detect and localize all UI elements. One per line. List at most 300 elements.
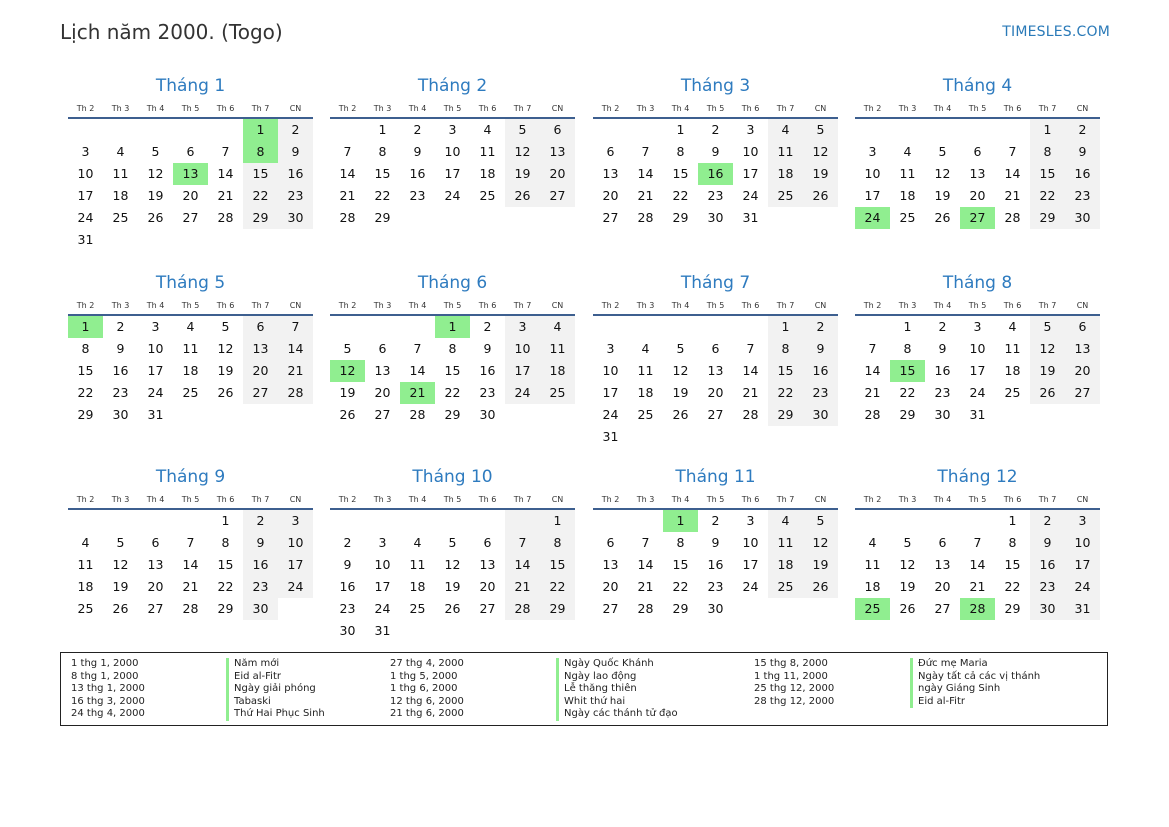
legend-holiday-name: Whit thứ hai bbox=[556, 696, 678, 709]
empty-day-cell bbox=[733, 598, 768, 620]
day-cell: 19 bbox=[1030, 360, 1065, 382]
day-cell: 12 bbox=[505, 141, 540, 163]
empty-day-cell bbox=[663, 426, 698, 448]
day-cell: 10 bbox=[278, 532, 313, 554]
weekday-header: Th 2 bbox=[593, 101, 628, 119]
day-cell: 26 bbox=[444, 601, 461, 616]
day-cell: 1 bbox=[676, 122, 685, 137]
empty-day-cell bbox=[540, 207, 575, 229]
day-cell: 3 bbox=[151, 319, 160, 334]
day-cell: 11 bbox=[182, 341, 199, 356]
day-cell: 19 bbox=[803, 163, 838, 185]
day-cell: 4 bbox=[81, 535, 90, 550]
day-cell: 17 bbox=[864, 188, 881, 203]
day-cell: 14 bbox=[505, 554, 540, 576]
empty-day-cell bbox=[470, 620, 505, 642]
legend-date: 12 thg 6, 2000 bbox=[390, 695, 464, 707]
day-cell: 11 bbox=[77, 557, 94, 572]
day-cell: 25 bbox=[112, 210, 129, 225]
weekday-header: Th 6 bbox=[733, 101, 768, 119]
day-cell: 2 bbox=[1065, 119, 1100, 141]
day-cell: 17 bbox=[742, 166, 759, 181]
day-cell: 11 bbox=[1004, 341, 1021, 356]
legend-holiday-name: Ngày giải phóng bbox=[226, 683, 325, 696]
month-days-grid bbox=[68, 101, 313, 251]
day-cell: 19 bbox=[672, 385, 689, 400]
day-cell: 12 bbox=[672, 363, 689, 378]
weekday-header: Th 6 bbox=[995, 101, 1030, 119]
day-cell: 19 bbox=[444, 579, 461, 594]
day-cell: 9 bbox=[483, 341, 492, 356]
day-cell: 1 bbox=[243, 119, 278, 141]
day-cell: 27 bbox=[147, 601, 164, 616]
weekday-header: Th 4 bbox=[663, 298, 698, 316]
legend-date: 21 thg 6, 2000 bbox=[390, 708, 464, 720]
day-cell: 19 bbox=[112, 579, 129, 594]
day-cell: 29 bbox=[444, 407, 461, 422]
day-cell: 28 bbox=[217, 210, 234, 225]
day-cell: 11 bbox=[864, 557, 881, 572]
day-cell: 7 bbox=[186, 535, 195, 550]
legend-holiday-name: Lễ thăng thiên bbox=[556, 683, 678, 696]
day-cell: 31 bbox=[742, 210, 759, 225]
day-cell: 10 bbox=[742, 144, 759, 159]
day-cell: 28 bbox=[960, 598, 995, 620]
empty-day-cell bbox=[103, 229, 138, 251]
weekday-header: Th 6 bbox=[995, 492, 1030, 510]
month-days-grid bbox=[855, 492, 1100, 620]
day-cell: 7 bbox=[641, 535, 650, 550]
day-cell: 23 bbox=[409, 188, 426, 203]
day-cell: 26 bbox=[112, 601, 129, 616]
day-cell: 5 bbox=[448, 535, 457, 550]
months-grid bbox=[68, 74, 1101, 646]
empty-day-cell bbox=[960, 119, 995, 141]
day-cell: 24 bbox=[742, 188, 759, 203]
weekday-header: Th 5 bbox=[435, 492, 470, 510]
day-cell: 3 bbox=[505, 316, 540, 338]
day-cell: 7 bbox=[641, 144, 650, 159]
day-cell: 3 bbox=[868, 144, 877, 159]
day-cell: 29 bbox=[768, 404, 803, 426]
day-cell: 4 bbox=[186, 319, 195, 334]
weekday-header: Th 4 bbox=[925, 492, 960, 510]
day-cell: 25 bbox=[637, 407, 654, 422]
weekday-header: Th 2 bbox=[68, 298, 103, 316]
legend-holiday-name: Ngày Quốc Khánh bbox=[556, 658, 678, 671]
day-cell: 24 bbox=[855, 207, 890, 229]
day-cell: 20 bbox=[540, 163, 575, 185]
weekday-header: Th 4 bbox=[400, 298, 435, 316]
day-cell: 21 bbox=[1004, 188, 1021, 203]
empty-day-cell bbox=[925, 119, 960, 141]
day-cell: 27 bbox=[707, 407, 724, 422]
month-title: Tháng 10 bbox=[412, 467, 493, 487]
day-cell: 22 bbox=[768, 382, 803, 404]
day-cell: 25 bbox=[540, 382, 575, 404]
empty-day-cell bbox=[400, 207, 435, 229]
empty-day-cell bbox=[243, 404, 278, 426]
day-cell: 11 bbox=[637, 363, 654, 378]
month-6 bbox=[330, 271, 575, 426]
day-cell: 15 bbox=[768, 360, 803, 382]
day-cell: 22 bbox=[217, 579, 234, 594]
day-cell: 20 bbox=[479, 579, 496, 594]
day-cell: 23 bbox=[479, 385, 496, 400]
empty-day-cell bbox=[103, 510, 138, 532]
day-cell: 29 bbox=[243, 207, 278, 229]
empty-day-cell bbox=[435, 207, 470, 229]
month-9 bbox=[68, 465, 313, 620]
day-cell: 12 bbox=[444, 557, 461, 572]
weekday-header: Th 4 bbox=[138, 492, 173, 510]
empty-day-cell bbox=[470, 510, 505, 532]
day-cell: 27 bbox=[479, 601, 496, 616]
day-cell: 15 bbox=[890, 360, 925, 382]
empty-day-cell bbox=[698, 426, 733, 448]
day-cell: 20 bbox=[147, 579, 164, 594]
day-cell: 8 bbox=[221, 535, 230, 550]
empty-day-cell bbox=[470, 207, 505, 229]
empty-day-cell bbox=[330, 316, 365, 338]
month-title: Tháng 8 bbox=[942, 273, 1013, 293]
day-cell: 14 bbox=[409, 363, 426, 378]
day-cell: 4 bbox=[768, 119, 803, 141]
weekday-header: Th 4 bbox=[138, 298, 173, 316]
empty-day-cell bbox=[593, 510, 628, 532]
day-cell: 5 bbox=[221, 319, 230, 334]
empty-day-cell bbox=[365, 316, 400, 338]
day-cell: 2 bbox=[803, 316, 838, 338]
day-cell: 29 bbox=[672, 601, 689, 616]
day-cell: 25 bbox=[409, 601, 426, 616]
empty-day-cell bbox=[768, 207, 803, 229]
legend-dates-column bbox=[390, 658, 464, 721]
month-11 bbox=[593, 465, 838, 620]
day-cell: 25 bbox=[182, 385, 199, 400]
day-cell: 4 bbox=[116, 144, 125, 159]
day-cell: 7 bbox=[973, 535, 982, 550]
legend-names-column bbox=[556, 658, 678, 721]
day-cell: 21 bbox=[505, 576, 540, 598]
day-cell: 6 bbox=[606, 144, 615, 159]
empty-day-cell bbox=[505, 510, 540, 532]
month-title: Tháng 6 bbox=[417, 273, 488, 293]
day-cell: 11 bbox=[768, 532, 803, 554]
day-cell: 15 bbox=[374, 166, 391, 181]
day-cell: 27 bbox=[602, 601, 619, 616]
day-cell: 15 bbox=[1030, 163, 1065, 185]
day-cell: 9 bbox=[343, 557, 352, 572]
day-cell: 5 bbox=[1030, 316, 1065, 338]
day-cell: 4 bbox=[641, 341, 650, 356]
weekday-header: Th 3 bbox=[365, 101, 400, 119]
day-cell: 2 bbox=[278, 119, 313, 141]
weekday-header: CN bbox=[540, 492, 575, 510]
empty-day-cell bbox=[768, 426, 803, 448]
empty-day-cell bbox=[855, 316, 890, 338]
day-cell: 18 bbox=[182, 363, 199, 378]
day-cell: 29 bbox=[540, 598, 575, 620]
day-cell: 29 bbox=[217, 601, 234, 616]
day-cell: 20 bbox=[182, 188, 199, 203]
day-cell: 18 bbox=[899, 188, 916, 203]
day-cell: 6 bbox=[483, 535, 492, 550]
empty-day-cell bbox=[803, 598, 838, 620]
weekday-header: CN bbox=[1065, 492, 1100, 510]
weekday-header: Th 5 bbox=[698, 492, 733, 510]
day-cell: 2 bbox=[243, 510, 278, 532]
weekday-header: Th 4 bbox=[925, 298, 960, 316]
day-cell: 14 bbox=[339, 166, 356, 181]
month-days-grid bbox=[593, 492, 838, 620]
day-cell: 1 bbox=[768, 316, 803, 338]
empty-day-cell bbox=[400, 620, 435, 642]
day-cell: 13 bbox=[707, 363, 724, 378]
day-cell: 6 bbox=[243, 316, 278, 338]
day-cell: 26 bbox=[339, 407, 356, 422]
month-title: Tháng 3 bbox=[680, 76, 751, 96]
day-cell: 21 bbox=[339, 188, 356, 203]
day-cell: 19 bbox=[217, 363, 234, 378]
day-cell: 12 bbox=[330, 360, 365, 382]
weekday-header: Th 3 bbox=[628, 101, 663, 119]
day-cell: 4 bbox=[413, 535, 422, 550]
legend-holiday-name: ngày Giáng Sinh bbox=[910, 683, 1040, 696]
empty-day-cell bbox=[663, 316, 698, 338]
weekday-header: Th 4 bbox=[925, 101, 960, 119]
day-cell: 25 bbox=[855, 598, 890, 620]
day-cell: 5 bbox=[343, 341, 352, 356]
weekday-header: Th 4 bbox=[400, 492, 435, 510]
month-title: Tháng 2 bbox=[417, 76, 488, 96]
day-cell: 5 bbox=[116, 535, 125, 550]
day-cell: 16 bbox=[1030, 554, 1065, 576]
weekday-header: Th 2 bbox=[330, 298, 365, 316]
day-cell: 13 bbox=[602, 557, 619, 572]
day-cell: 2 bbox=[483, 319, 492, 334]
day-cell: 18 bbox=[540, 360, 575, 382]
day-cell: 25 bbox=[77, 601, 94, 616]
empty-day-cell bbox=[68, 510, 103, 532]
day-cell: 16 bbox=[278, 163, 313, 185]
day-cell: 4 bbox=[540, 316, 575, 338]
day-cell: 13 bbox=[243, 338, 278, 360]
day-cell: 21 bbox=[637, 579, 654, 594]
empty-day-cell bbox=[628, 510, 663, 532]
day-cell: 20 bbox=[969, 188, 986, 203]
day-cell: 18 bbox=[479, 166, 496, 181]
day-cell: 14 bbox=[637, 557, 654, 572]
day-cell: 18 bbox=[768, 163, 803, 185]
day-cell: 24 bbox=[969, 385, 986, 400]
empty-day-cell bbox=[400, 510, 435, 532]
month-days-grid bbox=[593, 298, 838, 448]
day-cell: 24 bbox=[374, 601, 391, 616]
legend-holiday-name: Ngày lao động bbox=[556, 671, 678, 684]
day-cell: 10 bbox=[1065, 532, 1100, 554]
day-cell: 9 bbox=[711, 535, 720, 550]
day-cell: 29 bbox=[899, 407, 916, 422]
weekday-header: Th 3 bbox=[365, 492, 400, 510]
day-cell: 29 bbox=[77, 407, 94, 422]
day-cell: 17 bbox=[969, 363, 986, 378]
day-cell: 3 bbox=[1065, 510, 1100, 532]
empty-day-cell bbox=[803, 426, 838, 448]
day-cell: 15 bbox=[243, 163, 278, 185]
month-days-grid bbox=[330, 298, 575, 426]
day-cell: 29 bbox=[1004, 601, 1021, 616]
day-cell: 19 bbox=[147, 188, 164, 203]
day-cell: 22 bbox=[444, 385, 461, 400]
day-cell: 27 bbox=[1065, 382, 1100, 404]
weekday-header: Th 5 bbox=[960, 101, 995, 119]
day-cell: 17 bbox=[1065, 554, 1100, 576]
month-title: Tháng 1 bbox=[155, 76, 226, 96]
day-cell: 18 bbox=[112, 188, 129, 203]
day-cell: 22 bbox=[1030, 185, 1065, 207]
empty-day-cell bbox=[505, 404, 540, 426]
month-title: Tháng 12 bbox=[937, 467, 1018, 487]
day-cell: 22 bbox=[672, 579, 689, 594]
month-title: Tháng 9 bbox=[155, 467, 226, 487]
weekday-header: CN bbox=[278, 298, 313, 316]
day-cell: 16 bbox=[112, 363, 129, 378]
day-cell: 17 bbox=[147, 363, 164, 378]
day-cell: 6 bbox=[151, 535, 160, 550]
month-3 bbox=[593, 74, 838, 229]
day-cell: 8 bbox=[768, 338, 803, 360]
weekday-header: Th 4 bbox=[663, 492, 698, 510]
weekday-header: CN bbox=[1065, 101, 1100, 119]
day-cell: 9 bbox=[803, 338, 838, 360]
day-cell: 3 bbox=[378, 535, 387, 550]
day-cell: 15 bbox=[77, 363, 94, 378]
day-cell: 27 bbox=[602, 210, 619, 225]
day-cell: 21 bbox=[278, 360, 313, 382]
day-cell: 31 bbox=[1065, 598, 1100, 620]
day-cell: 28 bbox=[637, 601, 654, 616]
day-cell: 20 bbox=[934, 579, 951, 594]
day-cell: 16 bbox=[1065, 163, 1100, 185]
day-cell: 13 bbox=[540, 141, 575, 163]
day-cell: 8 bbox=[1008, 535, 1017, 550]
day-cell: 13 bbox=[147, 557, 164, 572]
month-title: Tháng 11 bbox=[675, 467, 756, 487]
day-cell: 26 bbox=[899, 601, 916, 616]
empty-day-cell bbox=[208, 229, 243, 251]
day-cell: 18 bbox=[864, 579, 881, 594]
day-cell: 23 bbox=[803, 382, 838, 404]
month-5 bbox=[68, 271, 313, 426]
day-cell: 22 bbox=[540, 576, 575, 598]
day-cell: 16 bbox=[803, 360, 838, 382]
day-cell: 22 bbox=[672, 188, 689, 203]
legend-holiday-name: Eid al-Fitr bbox=[910, 696, 1040, 709]
day-cell: 19 bbox=[339, 385, 356, 400]
day-cell: 14 bbox=[1004, 166, 1021, 181]
day-cell: 4 bbox=[768, 510, 803, 532]
day-cell: 13 bbox=[1065, 338, 1100, 360]
day-cell: 6 bbox=[378, 341, 387, 356]
day-cell: 23 bbox=[339, 601, 356, 616]
day-cell: 24 bbox=[147, 385, 164, 400]
weekday-header: Th 3 bbox=[628, 298, 663, 316]
empty-day-cell bbox=[733, 316, 768, 338]
day-cell: 11 bbox=[112, 166, 129, 181]
empty-day-cell bbox=[173, 404, 208, 426]
day-cell: 8 bbox=[448, 341, 457, 356]
empty-day-cell bbox=[138, 510, 173, 532]
day-cell: 15 bbox=[672, 557, 689, 572]
legend-date: 1 thg 6, 2000 bbox=[390, 683, 458, 695]
month-12 bbox=[855, 465, 1100, 620]
day-cell: 7 bbox=[343, 144, 352, 159]
weekday-header: Th 6 bbox=[733, 298, 768, 316]
empty-day-cell bbox=[435, 510, 470, 532]
brand-link[interactable]: TIMESLES.COM bbox=[1002, 24, 1110, 40]
weekday-header: Th 3 bbox=[628, 492, 663, 510]
day-cell: 13 bbox=[173, 163, 208, 185]
day-cell: 28 bbox=[864, 407, 881, 422]
day-cell: 15 bbox=[672, 166, 689, 181]
day-cell: 7 bbox=[1008, 144, 1017, 159]
empty-day-cell bbox=[628, 426, 663, 448]
day-cell: 25 bbox=[479, 188, 496, 203]
day-cell: 30 bbox=[1030, 598, 1065, 620]
day-cell: 2 bbox=[413, 122, 422, 137]
legend-holiday-name: Thứ Hai Phục Sinh bbox=[226, 708, 325, 721]
day-cell: 8 bbox=[540, 532, 575, 554]
day-cell: 13 bbox=[934, 557, 951, 572]
day-cell: 10 bbox=[374, 557, 391, 572]
day-cell: 16 bbox=[479, 363, 496, 378]
day-cell: 14 bbox=[182, 557, 199, 572]
day-cell: 22 bbox=[899, 385, 916, 400]
day-cell: 7 bbox=[278, 316, 313, 338]
empty-day-cell bbox=[995, 119, 1030, 141]
day-cell: 14 bbox=[278, 338, 313, 360]
day-cell: 1 bbox=[68, 316, 103, 338]
day-cell: 30 bbox=[707, 601, 724, 616]
legend-date: 1 thg 1, 2000 bbox=[71, 658, 139, 669]
month-title: Tháng 7 bbox=[680, 273, 751, 293]
day-cell: 10 bbox=[444, 144, 461, 159]
day-cell: 12 bbox=[147, 166, 164, 181]
day-cell: 30 bbox=[707, 210, 724, 225]
empty-day-cell bbox=[540, 404, 575, 426]
day-cell: 19 bbox=[505, 163, 540, 185]
weekday-header: Th 3 bbox=[365, 298, 400, 316]
weekday-header: Th 4 bbox=[663, 101, 698, 119]
weekday-header: Th 7 bbox=[1030, 492, 1065, 510]
day-cell: 15 bbox=[1004, 557, 1021, 572]
weekday-header: Th 2 bbox=[593, 492, 628, 510]
legend-date: 25 thg 12, 2000 bbox=[754, 683, 835, 695]
day-cell: 28 bbox=[742, 407, 759, 422]
day-cell: 1 bbox=[540, 510, 575, 532]
day-cell: 23 bbox=[278, 185, 313, 207]
empty-day-cell bbox=[173, 119, 208, 141]
weekday-header: Th 4 bbox=[400, 101, 435, 119]
day-cell: 10 bbox=[742, 535, 759, 550]
day-cell: 1 bbox=[663, 510, 698, 532]
legend-holiday-name: Ngày các thánh tử đạo bbox=[556, 708, 678, 721]
day-cell: 26 bbox=[934, 210, 951, 225]
day-cell: 8 bbox=[903, 341, 912, 356]
legend-date: 24 thg 4, 2000 bbox=[71, 708, 145, 720]
day-cell: 9 bbox=[1030, 532, 1065, 554]
